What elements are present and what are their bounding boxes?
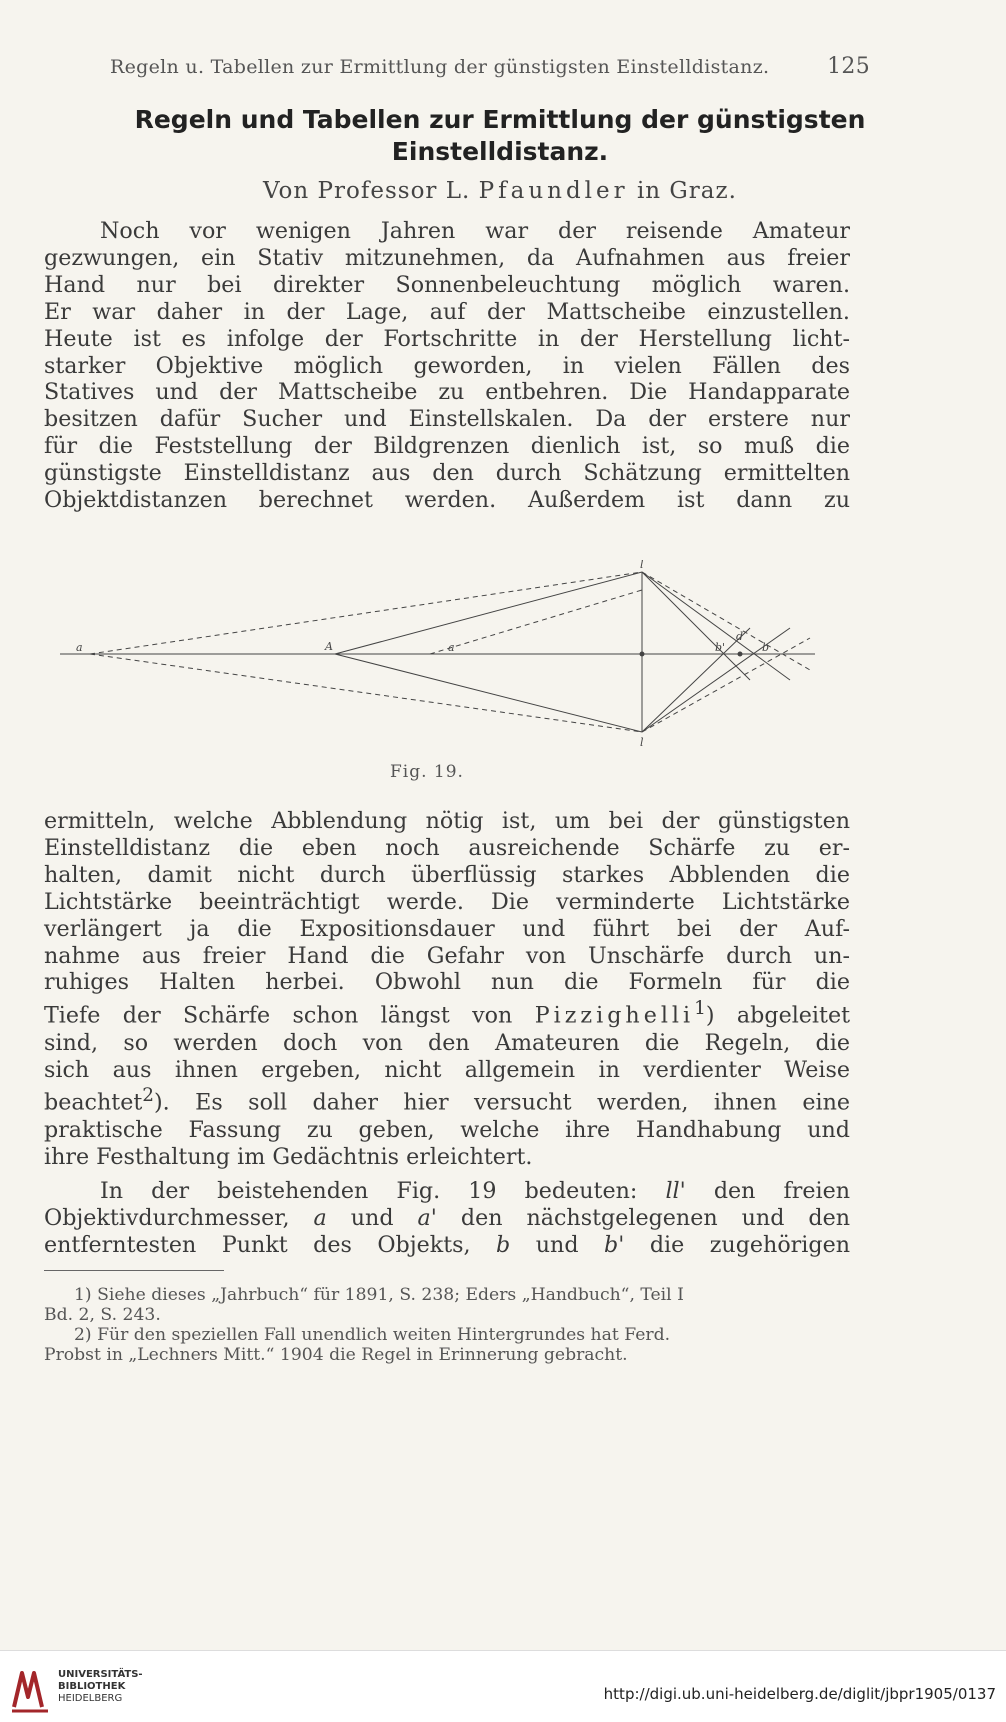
byline	[60, 178, 940, 204]
text-run: den freien	[713, 1178, 850, 1204]
running-head	[110, 56, 870, 78]
footnote-ref[interactable]: 1	[694, 998, 706, 1020]
text-run: die zugehörigen	[649, 1231, 851, 1258]
ray	[335, 654, 642, 732]
footnote-ref[interactable]: 2	[142, 1085, 155, 1107]
text-line: Er war daher in der Lage, auf der Mattscheibe einzustellen.	[44, 298, 850, 325]
variable-a-prime: a'	[417, 1204, 437, 1231]
label-A: A	[325, 640, 333, 653]
dashed-ray	[90, 572, 642, 654]
optics-diagram	[50, 560, 830, 760]
text-run: den nächstgelegenen und den	[460, 1204, 851, 1231]
text-line: ruhiges Halten herbei. Obwohl nun die Formeln für die	[44, 969, 850, 996]
footer-bar	[0, 1650, 1006, 1722]
text-line: besitzen dafür Sucher und Einstellskalen. Da der erstere nur	[44, 406, 850, 433]
title-line-2: Einstelldistanz.	[391, 137, 609, 166]
cited-name: Pizzighelli	[534, 1002, 695, 1029]
text-line	[44, 1232, 850, 1259]
text-line	[44, 996, 850, 1029]
text-line	[44, 1205, 850, 1232]
text-line: Hand nur bei direkter Sonnenbeleuchtung möglich waren.	[44, 271, 850, 298]
text-run: ). Es soll daher hier versucht werden, ihnen eine	[154, 1089, 850, 1116]
text-line: sich aus ihnen ergeben, nicht allgemein in verdienter Weise	[44, 1056, 850, 1083]
ray	[335, 572, 642, 654]
image-point	[738, 652, 743, 657]
byline-suffix: in Graz.	[636, 178, 737, 204]
text-line: halten, damit nicht durch überflüssig starkes Abblenden die	[44, 861, 850, 888]
byline-prefix: Von Professor L.	[263, 178, 471, 204]
text-run: beachtet	[44, 1089, 143, 1116]
footnote-2: 2) Für den speziellen Fall unendlich weiten Hintergrundes hat Ferd.	[74, 1325, 671, 1345]
footnotes	[44, 1285, 850, 1365]
title-line-1: Regeln und Tabellen zur Ermittlung der günstigsten	[134, 105, 866, 134]
variable-b: b	[496, 1231, 511, 1258]
text-line: sind, so werden doch von den Amateuren die Regeln, die	[44, 1029, 850, 1056]
library-line-2: BIBLIOTHEK	[58, 1681, 126, 1692]
text-run: und	[350, 1204, 394, 1231]
footnote-divider	[44, 1270, 224, 1271]
label-a: a	[76, 641, 83, 654]
label-a-small: a	[448, 641, 455, 654]
paragraph-1	[44, 218, 850, 514]
footnote-1-cont: Bd. 2, S. 243.	[44, 1305, 161, 1325]
text-line: nahme aus freier Hand die Gefahr von Unschärfe durch un-	[44, 942, 850, 969]
text-run: Tiefe der Schärfe schon längst von	[44, 1002, 513, 1029]
ray	[642, 628, 750, 732]
footnote-2-cont: Probst in „Lechners Mitt.“ 1904 die Regel in Erinnerung gebracht.	[44, 1345, 628, 1365]
text-run: In der beistehenden Fig. 19 bedeuten:	[100, 1178, 638, 1204]
library-name[interactable]	[58, 1669, 143, 1705]
text-line: Heute ist es infolge der Fortschritte in der Herstellung licht-	[44, 325, 850, 352]
label-l-top: l	[640, 560, 644, 571]
text-line: Noch vor wenigen Jahren war der reisende Amateur	[100, 218, 850, 244]
text-line	[44, 1083, 850, 1116]
variable-b-prime: b'	[604, 1231, 625, 1258]
source-url-link[interactable]: http://digi.ub.uni-heidelberg.de/diglit/jbpr1905/0137	[603, 1685, 996, 1703]
text-run: ) abgeleitet	[705, 1002, 850, 1029]
running-head-text: Regeln u. Tabellen zur Ermittlung der günstigsten Einstelldistanz.	[110, 56, 770, 78]
label-d: d	[736, 630, 744, 643]
variable-a: a	[313, 1204, 327, 1231]
footnote-1: 1) Siehe dieses „Jahrbuch“ für 1891, S. 238; Eders „Handbuch“, Teil I	[74, 1285, 684, 1305]
lens-center	[640, 652, 645, 657]
label-b: b	[762, 641, 770, 654]
library-line-1: UNIVERSITÄTS-	[58, 1669, 143, 1680]
dashed-ray	[430, 590, 642, 654]
figure-caption: Fig. 19.	[390, 762, 464, 782]
text-run: Objektivdurchmesser,	[44, 1204, 290, 1231]
article-title	[60, 104, 940, 168]
text-line: günstigste Einstelldistanz aus den durch Schätzung ermittelten	[44, 460, 850, 487]
text-line: verlängert ja die Expositionsdauer und führt bei der Auf-	[44, 915, 850, 942]
text-line: ermitteln, welche Abblendung nötig ist, um bei der günstigsten	[44, 808, 850, 834]
ray	[642, 572, 790, 680]
text-line: starker Objektive möglich geworden, in vielen Fällen des	[44, 352, 850, 379]
text-line: für die Feststellung der Bildgrenzen dienlich ist, so muß die	[44, 433, 850, 460]
university-logo-icon[interactable]	[10, 1667, 50, 1713]
library-line-3: HEIDELBERG	[58, 1693, 123, 1704]
text-line: Objektdistanzen berechnet werden. Außerdem ist dann zu	[44, 487, 850, 514]
text-line: Lichtstärke beeinträchtigt werde. Die verminderte Lichtstärke	[44, 888, 850, 915]
page-number: 125	[827, 54, 870, 79]
variable-ll: ll'	[665, 1178, 686, 1204]
dashed-ray	[642, 638, 810, 732]
text-line: ihre Festhaltung im Gedächtnis erleichtert.	[44, 1143, 533, 1170]
text-line: Einstelldistanz die eben noch ausreichende Schärfe zu er-	[44, 834, 850, 861]
dashed-ray	[90, 654, 642, 732]
text-line	[44, 1178, 850, 1205]
text-line: praktische Fassung zu geben, welche ihre Handhabung und	[44, 1116, 850, 1143]
ray	[642, 572, 750, 680]
label-l-bottom: l	[640, 736, 644, 749]
author-name: Pfaundler	[478, 178, 629, 204]
label-b-prime: b'	[715, 641, 726, 654]
text-run: entferntesten Punkt des Objekts,	[44, 1231, 471, 1258]
text-run: und	[535, 1231, 579, 1258]
paragraph-3	[44, 1178, 850, 1259]
paragraph-2	[44, 808, 850, 1171]
text-line: gezwungen, ein Stativ mitzunehmen, da Aufnahmen aus freier	[44, 244, 850, 271]
text-line: Statives und der Mattscheibe zu entbehren. Die Handapparate	[44, 379, 850, 406]
